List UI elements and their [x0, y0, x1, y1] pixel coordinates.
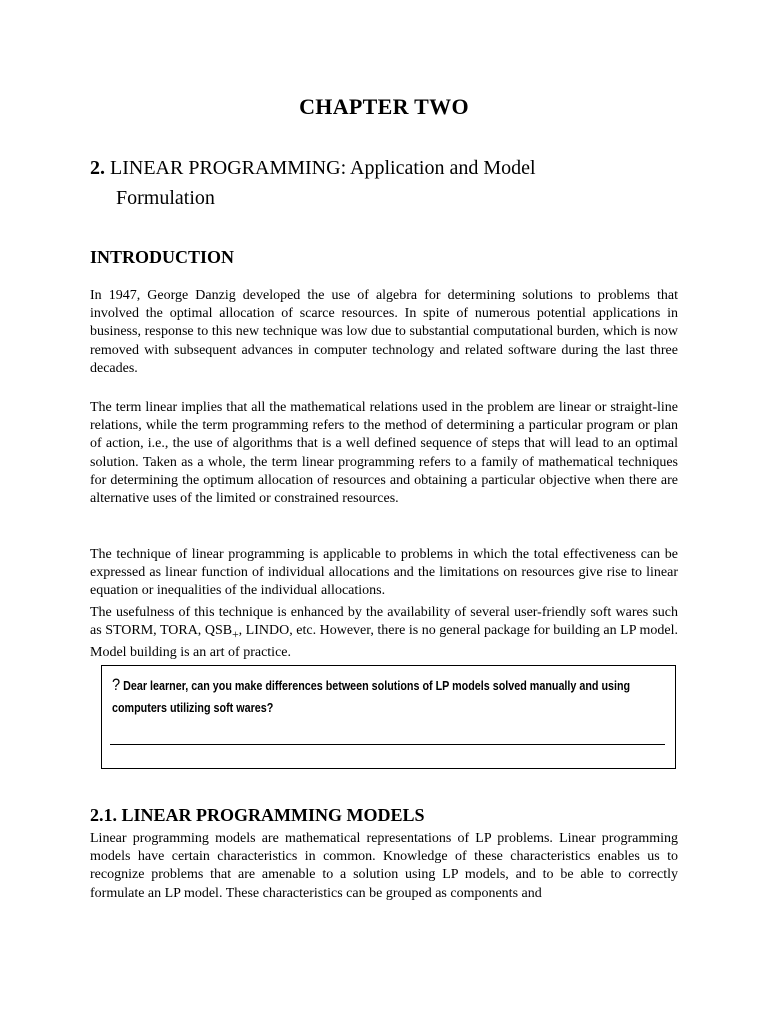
question-body: Dear learner, can you make differences between solutions of LP models solved manually and using computers utilizing soft wares? [112, 679, 631, 715]
chapter-title: CHAPTER TWO [299, 94, 469, 119]
section-title-line2: Formulation [116, 187, 215, 209]
answer-line [110, 744, 665, 745]
question-text [112, 674, 662, 719]
learner-question-box [101, 665, 676, 769]
introduction-heading: INTRODUCTION [90, 247, 235, 267]
intro-paragraph-2: The term linear implies that all the mathematical relations used in the problem are linear or straight-line relations, while the term programming refers to the method of determining a particular program or plan of action, i.e., the use of algorithms that is a well defined sequence of steps that will lead to an optimal solution. Taken as a whole, the term linear programming refers to a family of mathematical techniques for determining the optimum allocation of resources and obtaining a particular objective when there are alternative uses of the limited or constrained resources. [90, 400, 678, 507]
section-title [90, 153, 690, 213]
p4-text-before: The usefulness of this technique is enhanced by the availability of several user-friendly soft wares such as STORM, TORA, QSB [90, 605, 678, 639]
lp-models-heading: 2.1. LINEAR PROGRAMMING MODELS [90, 805, 425, 825]
section-title-main: LINEAR PROGRAMMING: [110, 157, 347, 179]
qsb-subscript: + [232, 628, 239, 641]
lp-models-paragraph-1: Linear programming models are mathematical representations of LP problems. Linear programming models have certain characteristics in common. Knowledge of these characteristics enables us to recognize problems that are amenable to a solution using LP models, and to be able to correctly formulate an LP model. These characteristics can be grouped as components and [90, 831, 678, 901]
intro-paragraph-3: The technique of linear programming is applicable to problems in which the total effectiveness can be expressed as linear function of individual allocations and the limitations on resources give rise to linear equation or inequalities of the individual allocations. [90, 547, 678, 599]
question-mark-icon: ? [112, 675, 121, 694]
section-number: 2. [90, 157, 105, 179]
p4-text-after: , LINDO, etc. However, there is no general package for building an LP model. Model building is an art of practice. [90, 623, 679, 661]
intro-paragraph-1: In 1947, George Danzig developed the use of algebra for determining solutions to problems that involved the optimal allocation of scarce resources. In spite of numerous potential applications in business, response to this new technique was low due to substantial computational burden, which is now removed with subsequent advances in computer technology and related software during the last three decades. [90, 288, 678, 376]
section-title-rest: Application and Model [350, 157, 536, 179]
intro-paragraph-4 [90, 604, 678, 662]
